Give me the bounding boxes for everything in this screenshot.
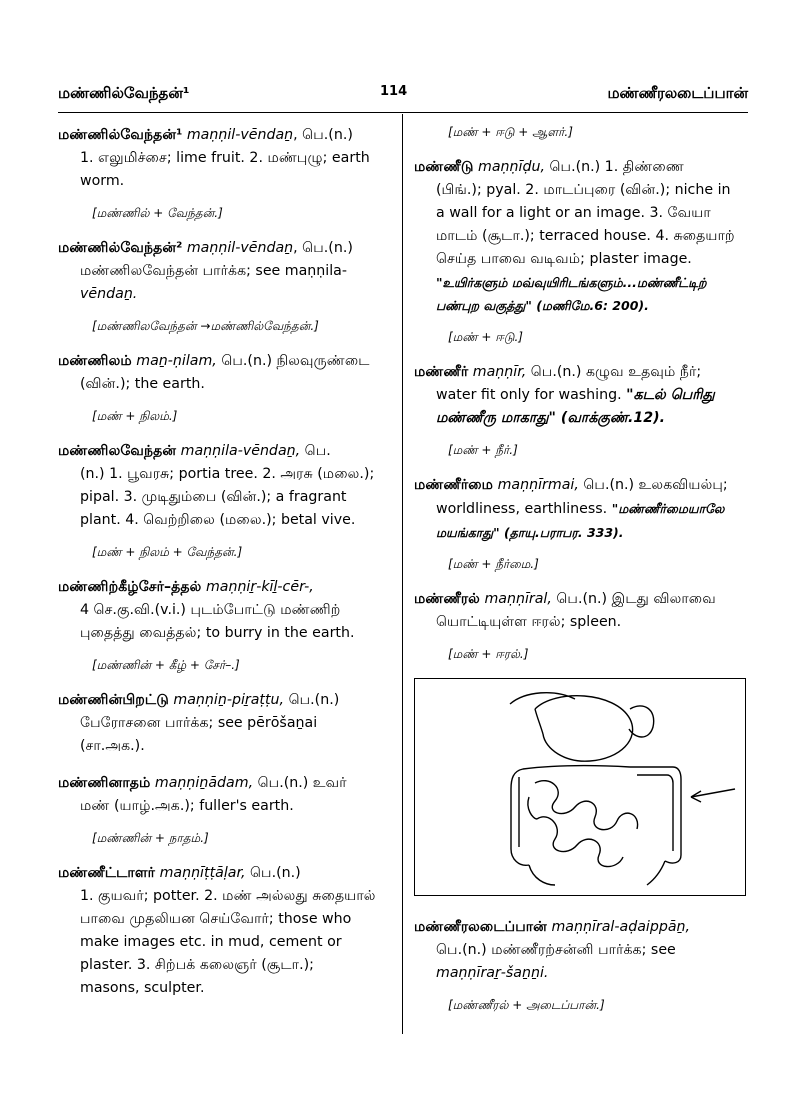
- spleen-figure: [414, 678, 746, 896]
- entry-etymology: [மண் + ஈடு.]: [448, 330, 523, 344]
- entry-quote: மண்ணீரு மாகாது" (வாக்குண்.12).: [436, 410, 666, 426]
- entry-headword: மண்ணிலவேந்தன்: [58, 443, 177, 459]
- dictionary-entry: [414, 588, 748, 634]
- entry-grammar: பெ.(n.) 1. திண்ணை: [544, 159, 684, 175]
- entry-line: பெ.(n.) மண்ணீரற்சன்னி பார்க்க; see: [436, 942, 676, 958]
- entry-etymology: [மண்ணீரல் + அடைப்பான்.]: [448, 998, 605, 1012]
- entry-etymology: [மண்ணின் + கீழ் + சேர்–.]: [92, 658, 240, 672]
- dictionary-entry: [414, 474, 748, 544]
- entry-transliteration: maṇṇīral-aḍaippāṉ,: [551, 919, 691, 935]
- entry-etymology: [மண் + நிலம்.]: [92, 409, 178, 423]
- entry-headword: மண்ணீரல்: [414, 591, 480, 607]
- entry-headword: மண்ணினாதம்: [58, 775, 151, 791]
- dictionary-entry: [58, 576, 390, 645]
- entry-headword: மண்ணீட்டாளர்: [58, 865, 156, 881]
- entry-line: a wall for a light or an image. 3. வேயா: [436, 205, 711, 221]
- dictionary-entry: [58, 237, 390, 306]
- entry-etymology: [மண் + நிலம் + வேந்தன்.]: [92, 545, 243, 559]
- entry-line: masons, sculpter.: [80, 980, 205, 996]
- dictionary-entry: [414, 916, 748, 985]
- entry-etymology: [மண் + நீர்.]: [448, 443, 518, 457]
- entry-grammar: , பெ.(n.): [293, 240, 353, 256]
- entry-headword: மண்ணிற்கீழ்சேர்–த்தல்: [58, 579, 202, 595]
- entry-transliteration: maṇṇīral,: [484, 591, 552, 607]
- entry-quote: "கடல் பெரிது: [626, 387, 715, 403]
- entry-line: worldliness, earthliness.: [436, 501, 608, 517]
- entry-quote: "உயிர்களும் மவ்வுயிரிடங்களும்...மண்ணீட்டிற்: [436, 275, 707, 290]
- entry-transliteration: maṉ-ṇilam,: [136, 353, 217, 369]
- entry-transliteration: maṇṇīr,: [472, 364, 527, 380]
- entry-line: vēndaṉ.: [80, 286, 138, 302]
- entry-line: மண்ணிலவேந்தன் பார்க்க; see maṇṇila-: [80, 263, 347, 279]
- entry-quote: மயங்காது" (தாயு.பராபர. 333).: [436, 525, 624, 540]
- dictionary-entry: [58, 350, 390, 396]
- entry-transliteration: maṇṇīḍu,: [478, 159, 545, 175]
- entry-transliteration: maṇṇiṟ-kīḻ-cēr-,: [205, 579, 314, 595]
- entry-line: water fit only for washing.: [436, 387, 622, 403]
- entry-line: plant. 4. வெற்றிலை (மலை.); betal vive.: [80, 512, 356, 528]
- entry-line: 1. எலுமிச்சை; lime fruit. 2. மண்புழு; earth: [80, 150, 370, 166]
- dictionary-entry: [58, 772, 390, 818]
- entry-line: (பிங்.); pyal. 2. மாடப்புரை (வின்.); niche in: [436, 182, 731, 198]
- dictionary-entry: [58, 862, 390, 1000]
- entry-transliteration: maṇṇiṉ-piṟaṭṭu,: [173, 692, 285, 708]
- header-rule: [58, 112, 748, 113]
- entry-line: (சா.அக.).: [80, 738, 145, 754]
- right-column: [414, 124, 748, 1029]
- entry-grammar: பெ.: [300, 443, 331, 459]
- entry-line: maṇṇīraṟ-šaṉṉi.: [436, 965, 549, 981]
- entry-line: (வின்.); the earth.: [80, 376, 205, 392]
- entry-transliteration: maṇṇiṉādam,: [154, 775, 254, 791]
- entry-etymology: [மண் + ஈரல்.]: [448, 647, 529, 661]
- entry-grammar: , பெ.(n.): [293, 127, 353, 143]
- entry-grammar: பெ.(n.) உலகவியல்பு;: [578, 477, 728, 493]
- entry-etymology: [மண்ணில் + வேந்தன்.]: [92, 206, 223, 220]
- entry-line: 1. குயவர்; potter. 2. மண் அல்லது சுதையால்: [80, 888, 376, 904]
- entry-transliteration: maṇṇil-vēndaṉ: [186, 127, 294, 143]
- entry-transliteration: maṇṇīṭṭāḷar,: [159, 865, 246, 881]
- entry-line: பாவை முதலியன செய்வோர்; those who: [80, 911, 352, 927]
- entry-line: (n.) 1. பூவரசு; portia tree. 2. அரசு (மலை.);: [80, 466, 375, 482]
- entry-line: worm.: [80, 173, 125, 189]
- entry-grammar: பெ.(n.) கழுவ உதவும் நீர்;: [526, 364, 702, 380]
- entry-headword: மண்ணீடு: [414, 159, 474, 175]
- dictionary-entry: [414, 156, 748, 317]
- left-column: [58, 124, 390, 1000]
- entry-headword: மண்ணீர்: [414, 364, 469, 380]
- dictionary-entry: [58, 440, 390, 532]
- entry-etymology: [மண்ணின் + நாதம்.]: [92, 831, 209, 845]
- entry-grammar: பெ.(n.) உவர்: [253, 775, 347, 791]
- dictionary-entry: [414, 361, 748, 430]
- entry-transliteration: maṇṇil-vēndaṉ: [186, 240, 294, 256]
- entry-line: 4 செ.கு.வி.(v.i.) புடம்போட்டு மண்ணிற்: [80, 602, 341, 618]
- entry-grammar: பெ.(n.) இடது விலாவை: [551, 591, 716, 607]
- right-running-headword: மண்ணீரலடைப்பான்: [607, 84, 748, 102]
- entry-line: plaster. 3. சிற்பக் கலைஞர் (சூடா.);: [80, 957, 314, 973]
- entry-line: pipal. 3. முடிதும்பை (வின்.); a fragrant: [80, 489, 347, 505]
- entry-headword: மண்ணில்வேந்தன்²: [58, 240, 183, 256]
- entry-headword: மண்ணீரலடைப்பான்: [414, 919, 547, 935]
- column-divider: [402, 114, 403, 1034]
- dictionary-entry: [58, 689, 390, 758]
- entry-grammar: பெ.(n.): [245, 865, 301, 881]
- page-number: 114: [380, 84, 408, 99]
- entry-grammar: பெ.(n.): [284, 692, 340, 708]
- entry-transliteration: maṇṇila-vēndaṉ,: [180, 443, 301, 459]
- entry-headword: மண்ணில்வேந்தன்¹: [58, 127, 183, 143]
- page-header: [58, 84, 748, 112]
- entry-headword: மண்ணின்பிறட்டு: [58, 692, 169, 708]
- entry-line: பேரோசனை பார்க்க; see pērōšaṉai: [80, 715, 318, 731]
- entry-etymology: [மண் + நீர்மை.]: [448, 557, 539, 571]
- dictionary-entry: [58, 124, 390, 193]
- entry-line: புதைத்து வைத்தல்; to burry in the earth.: [80, 625, 355, 641]
- left-running-headword: மண்ணில்வேந்தன்¹: [58, 84, 190, 102]
- entry-line: யொட்டியுள்ள ஈரல்; spleen.: [436, 614, 622, 630]
- entry-transliteration: maṇṇīrmai,: [497, 477, 579, 493]
- entry-headword: மண்ணீர்மை: [414, 477, 494, 493]
- entry-quote: பண்புற வகுத்து" (மணிமே.6: 200).: [436, 298, 649, 313]
- entry-line: செய்த பாவை வடிவம்; plaster image.: [436, 251, 692, 267]
- entry-line: மாடம் (சூடா.); terraced house. 4. சுதையாற்: [436, 228, 735, 244]
- entry-headword: மண்ணிலம்: [58, 353, 132, 369]
- entry-quote: "மண்ணீர்மையாலே: [611, 501, 725, 516]
- entry-grammar: பெ.(n.) நிலவுருண்டை: [216, 353, 370, 369]
- entry-line: மண் (யாழ்.அக.); fuller's earth.: [80, 798, 294, 814]
- digestive-system-icon: [415, 679, 745, 895]
- entry-etymology: [மண் + ஈடு + ஆளர்.]: [448, 125, 573, 139]
- entry-etymology: [மண்ணிலவேந்தன் →மண்ணில்வேந்தன்.]: [92, 319, 319, 333]
- entry-line: make images etc. in mud, cement or: [80, 934, 342, 950]
